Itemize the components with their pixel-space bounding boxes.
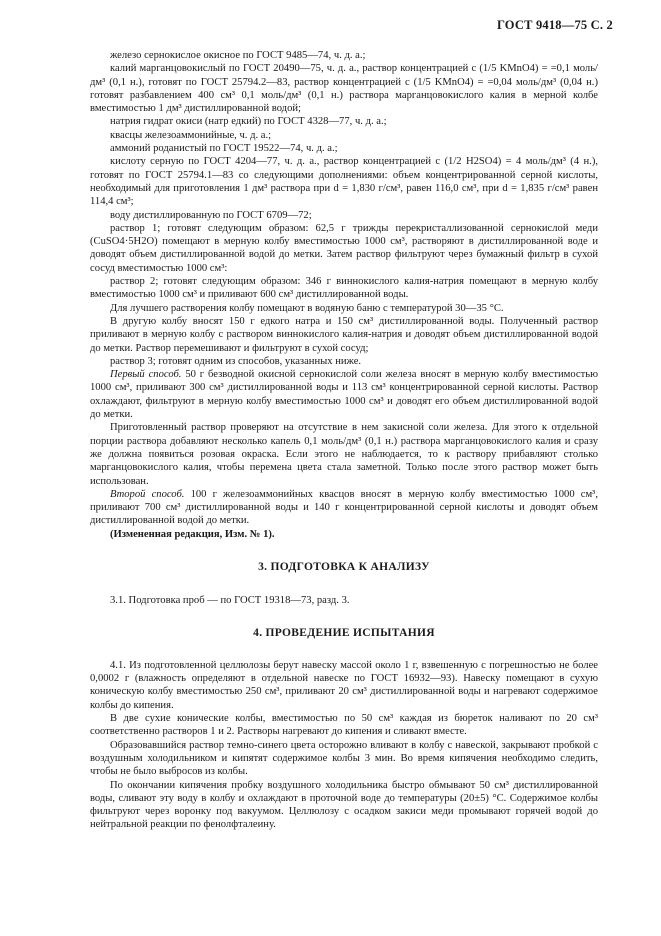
reagent-item: В другую колбу вносят 150 г едкого натра и 150 см³ дистиллированной воды. Полученный раствор приливают в мерную колбу с раствором виннокислого калия-натрия и доводят объем дистиллированной водой до метки. Раствор перемешивают и фильтруют в сухой сосуд; (90, 315, 598, 354)
reagent-item: квасцы железоаммонийные, ч. д. а.; (110, 129, 272, 141)
method-2-text: 100 г железоаммонийных квасцов вносят в мерную колбу вместимостью 1000 см³, приливают 700 см³ дистиллированной воды и 140 г концентрированной серной кислоты и доводят объем дистиллированной водой до метки. (90, 488, 598, 527)
reagent-item: воду дистиллированную по ГОСТ 6709—72; (110, 209, 312, 221)
section-3-title: 3. ПОДГОТОВКА К АНАЛИЗУ (258, 560, 430, 573)
page-header: ГОСТ 9418—75 С. 2 (496, 18, 613, 32)
section-4-paragraph: В две сухие конические колбы, вместимостью по 50 см³ каждая из бюреток наливают по 20 см³ соответственно растворов 1 и 2. Растворы нагревают до кипения и сливают вместе. (90, 713, 598, 738)
reagent-item: кислоту серную по ГОСТ 4204—77, ч. д. а., раствор концентрацией c (1/2 H2SO4) = 4 моль/дм³ (4 н.), готовят по ГОСТ 25794.1—83 со следующими дополнениями: объем концентрированной серной кислоты, необходимый для приготовления 1 дм³ раствора при d = 1,830 г/см³, равен 116,0 см³, при d = 1,835 г/см³ равен 114,4 см³; (90, 156, 598, 208)
document-body (90, 49, 598, 832)
section-4-paragraph: Образовавшийся раствор темно-синего цвета осторожно вливают в колбу с навеской, закрывают пробкой с воздушным холодильником и кипятят содержимое колбы 3 мин. Во время кипячения необходимо следить, чтобы не было выбросов из колбы. (90, 739, 598, 778)
method-2-paragraph (90, 488, 598, 528)
reagent-item: железо сернокислое окисное по ГОСТ 9485—74, ч. д. а.; (110, 50, 366, 61)
method-1-label: Первый способ. (110, 369, 182, 381)
method-1-paragraph (90, 368, 598, 421)
method-1-text: 50 г безводной окисной сернокислой соли железа вносят в мерную колбу вместимостью 1000 см³, приливают 300 см³ дистиллированной воды и 113 см³ концентрированной серной кислоты. Раствор охлаждают, фильтруют в мерную колбу вместимостью 1000 см³ и доводят его объем дистиллированной водой до метки. (90, 369, 598, 421)
section-4-paragraph: 4.1. Из подготовленной целлюлозы берут навеску массой около 1 г, взвешенную с погрешностью не более 0,0002 г (влажность определяют в отдельной навеске по ГОСТ 16932—93). Навеску помещают в сухую коническую колбу вместимостью 250 см³, приливают 20 см³ дистиллированной воды и нагревают содержимое колбы до кипения. (90, 659, 598, 711)
section-3-paragraph: 3.1. Подготовка проб — по ГОСТ 19318—73, разд. 3. (110, 595, 350, 607)
reagent-item: аммоний роданистый по ГОСТ 19522—74, ч. д. а.; (110, 143, 338, 155)
check-paragraph: Приготовленный раствор проверяют на отсутствие в нем закисной соли железа. Для этого к отдельной порции раствора добавляют несколько капель 0,1 моль/дм³ (0,1 н.) раствора марганцовокислого калия и сразу же должна появиться розовая окраска. Если этого не наблюдается, то к раствору прибавляют столько марганцовокислого калия, чтобы перемена цвета стала заметной. Только после этого раствор может быть использован. (90, 422, 598, 487)
reagent-item: натрия гидрат окиси (натр едкий) по ГОСТ 4328—77, ч. д. а.; (110, 116, 387, 128)
reagent-item: раствор 2; готовят следующим образом: 346 г виннокислого калия-натрия помещают в мерную колбу вместимостью 1000 см³ и приливают 600 см³ дистиллированной воды. (90, 276, 598, 301)
section-4-title: 4. ПРОВЕДЕНИЕ ИСПЫТАНИЯ (253, 626, 435, 639)
reagent-item: раствор 1; готовят следующим образом: 62,5 г трижды перекристаллизованной сернокислой меди (CuSO4·5H2O) помещают в мерную колбу вместимостью 1000 см³, растворяют в дистиллированной воде и доводят объем дистиллированной водой до метки. Затем раствор фильтруют через бумажный фильтр в сухой сосуд вместимостью 1000 см³: (90, 222, 598, 274)
reagent-item: раствор 3; готовят одним из способов, указанных ниже. (110, 355, 362, 367)
section-4-paragraph: По окончании кипячения пробку воздушного холодильника быстро обмывают 50 см³ дистиллированной воды, сливают эту воду в колбу и охлаждают в проточной воде до температуры (20±5) °С. Содержимое колбы фильтруют через воронку под вакуумом. Целлюлозу с осадком закиси меди промывают горячей водой до нейтральной реакции по фенолфталеину. (90, 779, 598, 831)
method-2-label: Второй способ. (110, 488, 185, 500)
reagent-item: Для лучшего растворения колбу помещают в водяную баню с температурой 30—35 °С. (110, 302, 504, 314)
amendment-note: (Измененная редакция, Изм. № 1). (110, 528, 275, 540)
reagent-item: калий марганцовокислый по ГОСТ 20490—75, ч. д. а., раствор концентрацией c (1/5 KMnO4) = =0,1 моль/дм³ (0,1 н.), готовят по ГОСТ 25794.2—83, раствор концентрацией c (1/5 KMnO4) = =0,04 моль/дм³ (0,04 н.) готовят разбавлением 400 см³ 0,1 моль/дм³ (0,1 н.) раствора марганцовокислого калия в мерной колбе вместимостью 1 дм³ дистиллированной водой; (90, 63, 598, 115)
